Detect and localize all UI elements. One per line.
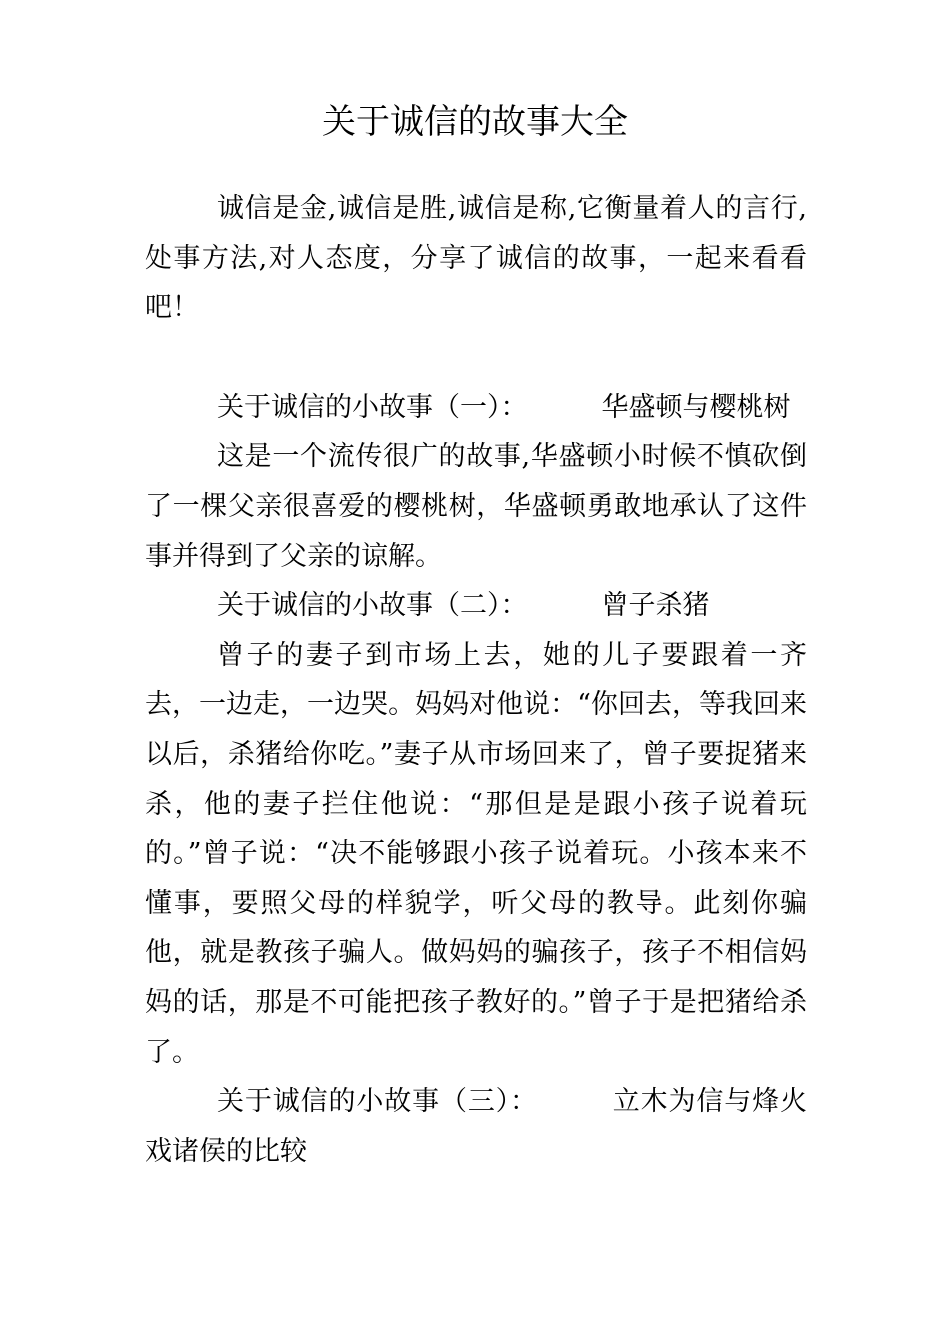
section-2-subtitle: 曾子杀猪 <box>601 590 710 622</box>
section-3-heading <box>145 1077 807 1176</box>
section-3-subtitle: 立木为信与烽火戏诸侯的比较 <box>145 1086 808 1167</box>
document-title: 关于诚信的故事大全 <box>322 102 628 142</box>
document-body <box>145 184 807 1176</box>
paragraph-spacer <box>145 333 807 383</box>
section-1-subtitle: 华盛顿与樱桃树 <box>601 391 791 423</box>
section-3-label: 关于诚信的小故事（三）： <box>217 1086 538 1118</box>
section-1-body: 这是一个流传很广的故事,华盛顿小时候不慎砍倒了一棵父亲很喜爱的樱桃树，华盛顿勇敢地承认了这件事并得到了父亲的谅解。 <box>145 441 807 572</box>
section-2-body: 曾子的妻子到市场上去，她的儿子要跟着一齐去，一边走，一边哭。妈妈对他说：“你回去，等我回来以后，杀猪给你吃。”妻子从市场回来了，曾子要捉猪来杀，他的妻子拦住他说：“那但是是跟小孩子说着玩的。”曾子说：“决不能够跟小孩子说着玩。小孩本来不懂事，要照父母的样貌学，听父母的教导。此刻你骗他，就是教孩子骗人。做妈妈的骗孩子，孩子不相信妈妈的话，那是不可能把孩子教好的。”曾子于是把猪给杀了。 <box>145 639 807 1068</box>
section-1-label: 关于诚信的小故事（一）： <box>217 391 528 423</box>
section-2-label: 关于诚信的小故事（二）： <box>217 590 528 622</box>
intro-paragraph: 诚信是金,诚信是胜,诚信是称,它衡量着人的言行,处事方法,对人态度，分享了诚信的故事，一起来看看吧！ <box>145 193 807 324</box>
section-2-heading <box>145 581 807 631</box>
section-1-heading <box>145 383 807 433</box>
